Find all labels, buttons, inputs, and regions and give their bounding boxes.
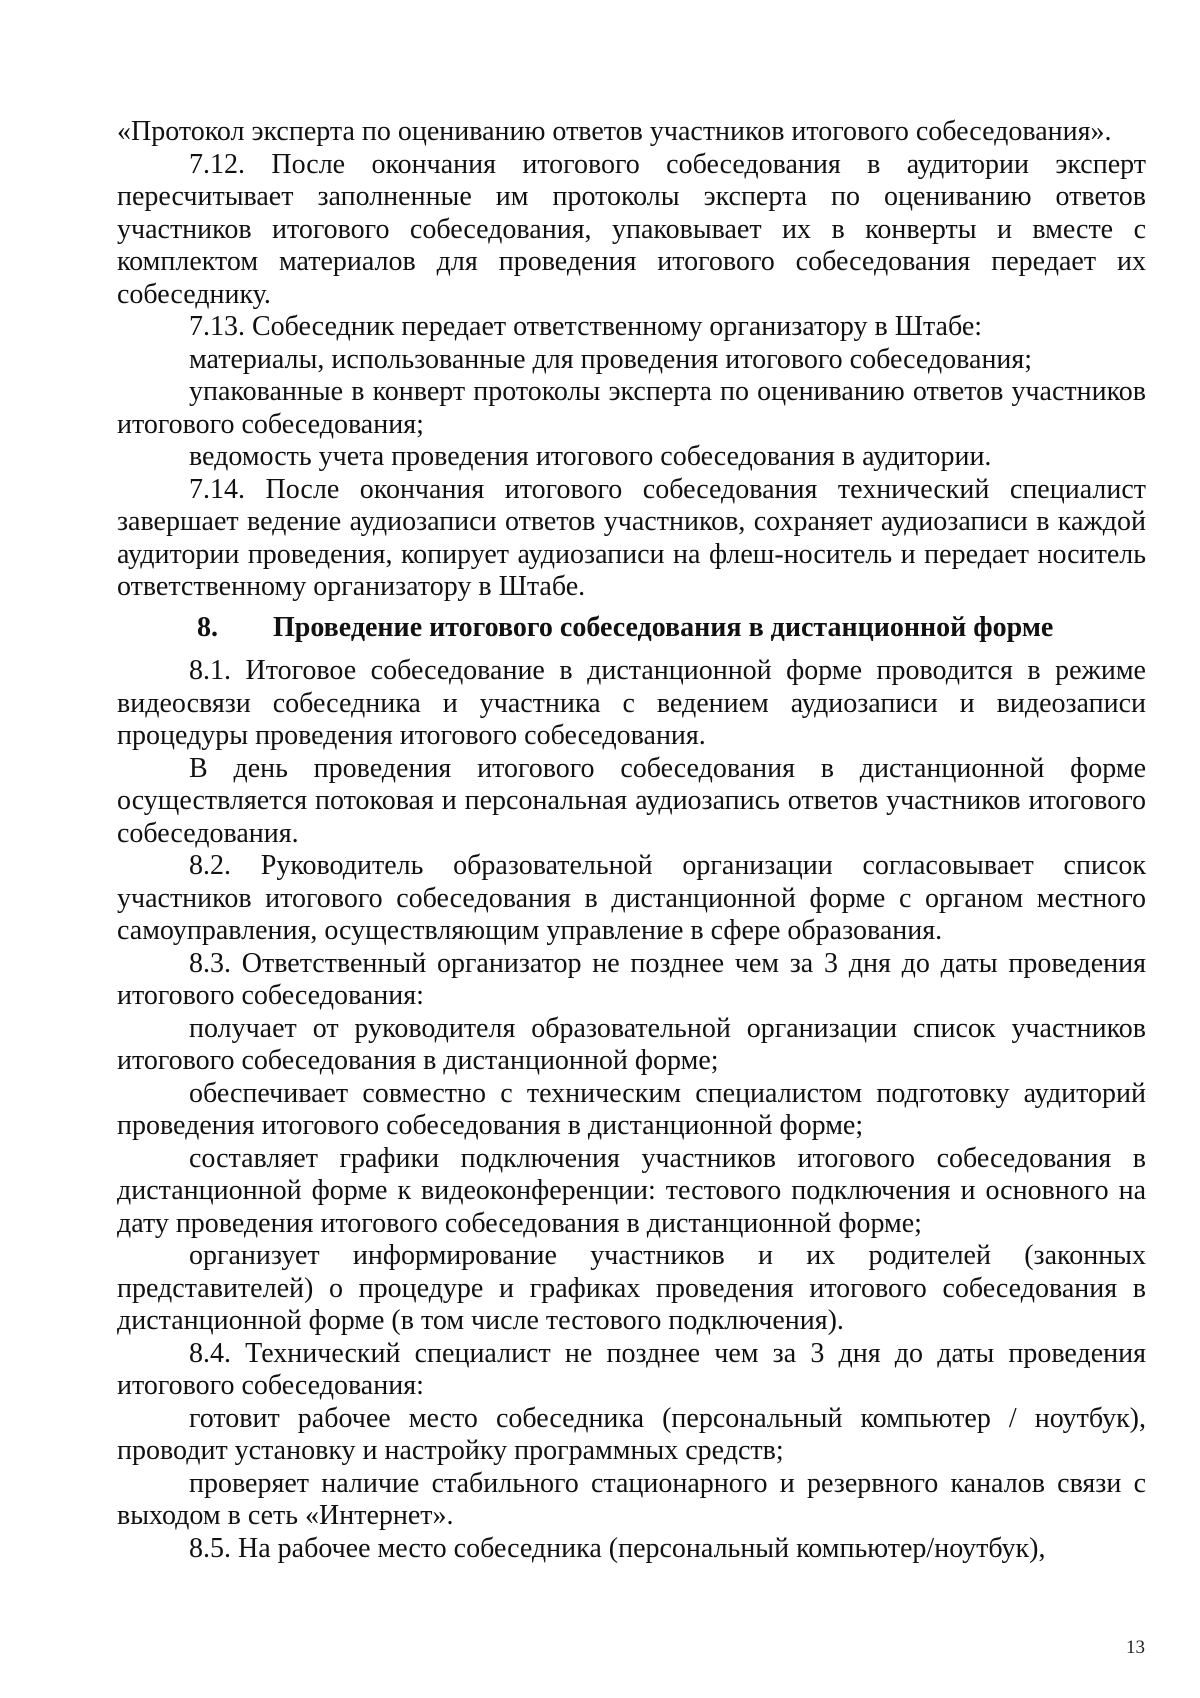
paragraph: обеспечивает совместно с техническим специалистом подготовку аудиторий проведения итогового собеседования в дистанционной форме;	[117, 1077, 1146, 1141]
paragraph: материалы, использованные для проведения итогового собеседования;	[189, 343, 1033, 375]
document-body	[117, 116, 1146, 1565]
section-heading	[117, 612, 1146, 645]
paragraph: проверяет наличие стабильного стационарного и резервного каналов связи с выходом в сеть «Интернет».	[117, 1467, 1146, 1531]
paragraph: 8.3. Ответственный организатор не позднее чем за 3 дня до даты проведения итогового собеседования:	[117, 947, 1146, 1011]
paragraph: готовит рабочее место собеседника (персональный компьютер / ноутбук), проводит установку и настройку программных средств;	[117, 1402, 1146, 1466]
page-number: 13	[1126, 1637, 1145, 1658]
paragraph: В день проведения итогового собеседования в дистанционной форме осуществляется потоковая и персональная аудиозапись ответов участников итогового собеседования.	[117, 752, 1146, 849]
section-8-body	[117, 655, 1146, 1565]
paragraph: 7.14. После окончания итогового собеседования технический специалист завершает ведение аудиозаписи ответов участников, сохраняет аудиозаписи в каждой аудитории проведения, копирует аудиозаписи на флеш-носитель и передает носитель ответственному организатору в Штабе.	[117, 473, 1146, 602]
section-7-continuation	[117, 116, 1146, 604]
paragraph: 8.2. Руководитель образовательной организации согласовывает список участников итогового собеседования в дистанционной форме с органом местного самоуправления, осуществляющим управление в сфере образования.	[117, 850, 1146, 946]
paragraph: организует информирование участников и их родителей (законных представителей) о процедуре и графиках проведения итогового собеседования в дистанционной форме (в том числе тестового подключения).	[117, 1240, 1146, 1336]
section-number: 8.	[197, 611, 218, 643]
paragraph: 8.4. Технический специалист не позднее чем за 3 дня до даты проведения итогового собеседования:	[117, 1337, 1146, 1401]
paragraph: 8.5. На рабочее место собеседника (персональный компьютер/ноутбук),	[189, 1532, 1046, 1564]
paragraph: упакованные в конверт протоколы эксперта по оцениванию ответов участников итогового собеседования;	[117, 376, 1146, 440]
paragraph: 7.12. После окончания итогового собеседования в аудитории эксперт пересчитывает заполненные им протоколы эксперта по оцениванию ответов участников итогового собеседования, упаковывает их в конверты и вместе с комплектом материалов для проведения итогового собеседования передает их собеседнику.	[117, 148, 1146, 310]
paragraph: 7.13. Собеседник передает ответственному организатору в Штабе:	[189, 311, 983, 342]
section-title: Проведение итогового собеседования в дистанционной форме	[273, 611, 1054, 643]
paragraph: ведомость учета проведения итогового собеседования в аудитории.	[189, 441, 992, 472]
paragraph: «Протокол эксперта по оцениванию ответов участников итогового собеседования».	[117, 116, 1112, 147]
paragraph: получает от руководителя образовательной организации список участников итогового собеседования в дистанционной форме;	[117, 1012, 1146, 1076]
paragraph: составляет графики подключения участников итогового собеседования в дистанционной форме к видеоконференции: тестового подключения и основного на дату проведения итогового собеседования в дистанционной форме;	[117, 1142, 1146, 1239]
paragraph: 8.1. Итоговое собеседование в дистанционной форме проводится в режиме видеосвязи собеседника и участника с ведением аудиозаписи и видеозаписи процедуры проведения итогового собеседования.	[117, 655, 1146, 751]
